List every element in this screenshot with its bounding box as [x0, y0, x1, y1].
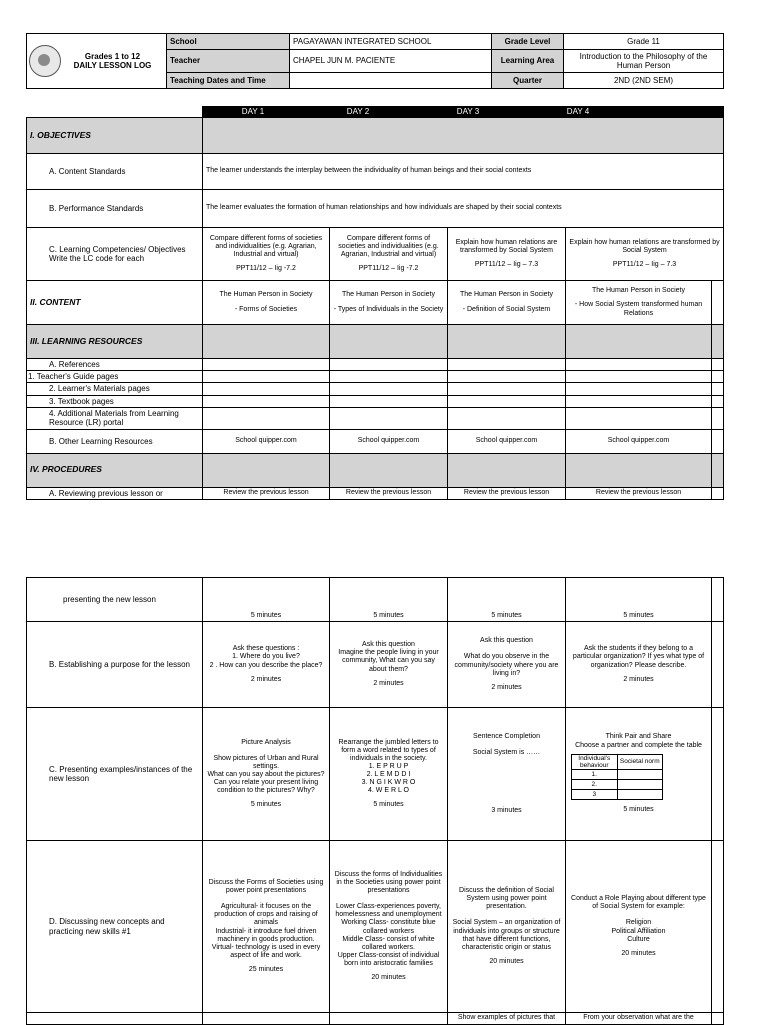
table-row: 1. — [572, 770, 618, 780]
procedure-e-day3: Show examples of pictures that — [448, 1013, 566, 1025]
blank — [203, 371, 330, 383]
procedure-a-minutes-day3: 5 minutes — [448, 578, 566, 622]
lc-code: PPT11/12 – Iig -7.2 — [236, 265, 296, 273]
school-value: PAGAYAWAN INTEGRATED SCHOOL — [290, 34, 492, 50]
content-standards-value: The learner understands the interplay between the individuality of human beings and their social contexts — [203, 154, 724, 190]
duration: 5 minutes — [623, 806, 654, 814]
blank — [330, 395, 448, 407]
header-table — [26, 33, 724, 89]
blank — [330, 407, 448, 429]
other-resources-day4: School quipper.com — [566, 429, 712, 453]
procedure-a-day2: Review the previous lesson — [330, 487, 448, 499]
teaching-dates-value — [290, 73, 492, 89]
procedure-a-day4: Review the previous lesson — [566, 487, 712, 499]
procedure-b-day4 — [566, 622, 712, 708]
resources-fill — [712, 325, 724, 359]
table-cell — [617, 790, 663, 800]
procedure-a-day1: Review the previous lesson — [203, 487, 330, 499]
blank — [566, 359, 712, 371]
duration: 2 minutes — [491, 683, 522, 691]
duration: 20 minutes — [621, 949, 656, 957]
resources-fill — [448, 325, 566, 359]
content-day1 — [203, 281, 330, 325]
blank — [712, 407, 724, 429]
header-title-line1: Grades 1 to 12 — [84, 51, 141, 61]
performance-standards-value: The learner evaluates the formation of human relationships and how individuals are shaped by their social contexts — [203, 190, 724, 228]
procedure-e-day1 — [203, 1013, 330, 1025]
learners-materials-label: 2. Learner's Materials pages — [27, 383, 203, 395]
table-row: 2. — [572, 780, 618, 790]
lesson-log-table-page2 — [26, 577, 724, 1025]
day-header-blank — [27, 107, 203, 118]
content-title: The Human Person in Society — [592, 287, 685, 295]
competency-day2 — [330, 228, 448, 281]
procedure-c-text: Rearrange the jumbled letters to form a word related to types of individuals in the society. 1. E P R U P 2. L E M D D I 3. N G I K W R O 4. W E R L O — [338, 738, 439, 795]
procedure-e-day4: From your observation what are the — [566, 1013, 712, 1025]
references-label: A. References — [27, 359, 203, 371]
procedure-c-day3 — [448, 708, 566, 841]
duration: 2 minutes — [250, 675, 282, 683]
procedure-e-label — [27, 1013, 203, 1025]
competency-text: Compare different forms of societies and individualities (e.g. Agrarian, Industrial and virtual) — [209, 234, 323, 258]
procedures-fill — [203, 453, 330, 487]
day-4-header: DAY 4 — [566, 107, 590, 117]
objectives-heading: I. OBJECTIVES — [27, 118, 203, 154]
quarter-label: Quarter — [492, 73, 564, 89]
content-title: The Human Person in Society — [342, 291, 435, 299]
lc-code: PPT11/12 – Iig – 7.3 — [612, 261, 677, 269]
blank — [712, 487, 724, 499]
blank — [566, 395, 712, 407]
objectives-heading-fill — [203, 118, 724, 154]
procedure-a-minutes-day2: 5 minutes — [330, 578, 448, 622]
blank — [566, 407, 712, 429]
grade-level-value: Grade 11 — [564, 34, 724, 50]
table-row: 3 — [572, 790, 618, 800]
content-sub: - Types of Individuals in the Society — [333, 305, 444, 313]
blank — [330, 371, 448, 383]
procedure-d-text: Discuss the definition of Social System using power point presentation. Social System – an organization of individuals into groups or structure that have different functions, characteristic origin or status — [452, 887, 561, 951]
procedure-d-text: Discuss the forms of Individualities in the Societies using power point presentations Lower Class-experiences poverty, homelessness and unemployment Working Class- constitute blue collared workers Middle Class- consist of white collared workers. Upper Class-consist of individual born into aristocratic families — [334, 871, 443, 967]
procedure-a-day3: Review the previous lesson — [448, 487, 566, 499]
school-label: School — [167, 34, 290, 50]
textbook-pages-label: 3. Textbook pages — [27, 395, 203, 407]
content-title: The Human Person in Society — [219, 291, 313, 299]
procedure-d-day3 — [448, 841, 566, 1013]
procedure-d-text: Conduct a Role Playing about different type of Social System for example: Religion Political Affiliation Culture — [571, 895, 706, 943]
duration: 2 minutes — [373, 679, 404, 687]
procedure-c-text: Sentence Completion Social System is …… — [472, 732, 541, 756]
procedure-c-day2 — [330, 708, 448, 841]
teacher-label: Teacher — [167, 50, 290, 73]
table-header: Individual's behaviour — [572, 754, 618, 770]
lc-code: PPT11/12 – Iig – 7.3 — [474, 261, 539, 269]
content-sub: - Forms of Societies — [234, 305, 298, 313]
competency-text: Explain how human relations are transformed by Social System — [569, 238, 720, 254]
procedure-c-text: Picture Analysis Show pictures of Urban and Rural settings. What can you say about the pictures? Can you relate your present living condition to the pictures? Why? — [207, 738, 325, 795]
procedure-a-label-cont: presenting the new lesson — [27, 578, 203, 622]
procedure-b-text: Ask these questions : 1. Where do you live? 2 . How can you describe the place? — [209, 645, 323, 669]
blank — [712, 622, 724, 708]
competency-text: Compare different forms of societies and individualities (e.g. Agrarian, Industrial and virtual) — [338, 234, 439, 258]
duration: 2 minutes — [623, 675, 654, 683]
day-1-header: DAY 1 — [241, 107, 265, 117]
procedure-e-day2 — [330, 1013, 448, 1025]
blank — [712, 1013, 724, 1025]
teachers-guide-label: 1. Teacher's Guide pages — [27, 371, 203, 383]
performance-standards-label: B. Performance Standards — [27, 190, 203, 228]
learning-resources-heading: III. LEARNING RESOURCES — [27, 325, 203, 359]
procedure-d-day4 — [566, 841, 712, 1013]
procedure-d-text: Discuss the Forms of Societies using power point presentations Agricultural- it focuses on the production of crops and raising of animals Industrial- it introduce fuel driven machinery in goods production. Virtual- technology is used in every aspect of life and work. — [208, 879, 324, 959]
content-heading: II. CONTENT — [27, 281, 203, 325]
blank — [330, 359, 448, 371]
content-standards-label: A. Content Standards — [27, 154, 203, 190]
resources-fill — [203, 325, 330, 359]
think-pair-share-table — [571, 754, 663, 801]
procedure-a-label: A. Reviewing previous lesson or — [27, 487, 203, 499]
blank — [712, 841, 724, 1013]
competency-day3 — [448, 228, 566, 281]
procedure-d-label: D. Discussing new concepts and practicing new skills #1 — [27, 841, 203, 1013]
lc-code: PPT11/12 – Iig -7.2 — [358, 265, 419, 273]
competency-day4 — [566, 228, 724, 281]
blank — [448, 407, 566, 429]
blank — [712, 359, 724, 371]
header-title-cell — [27, 34, 167, 89]
duration: 3 minutes — [491, 807, 522, 815]
other-resources-day3: School quipper.com — [448, 429, 566, 453]
content-extra — [712, 281, 724, 325]
teacher-value: CHAPEL JUN M. PACIENTE — [290, 50, 492, 73]
procedure-b-text: Ask this question What do you observe in the community/society where you are living in? — [454, 637, 559, 677]
blank — [448, 383, 566, 395]
other-resources-label: B. Other Learning Resources — [27, 429, 203, 453]
procedure-c-day1 — [203, 708, 330, 841]
blank — [203, 407, 330, 429]
duration: 5 minutes — [373, 801, 404, 809]
blank — [448, 371, 566, 383]
blank — [203, 395, 330, 407]
duration: 20 minutes — [371, 973, 406, 981]
blank — [448, 359, 566, 371]
table-cell — [617, 780, 663, 790]
competency-text: Explain how human relations are transformed by Social System — [455, 238, 558, 254]
duration: 5 minutes — [250, 801, 282, 809]
learning-competencies-label: C. Learning Competencies/ Objectives Write the LC code for each — [27, 228, 203, 281]
blank — [566, 371, 712, 383]
learning-area-label: Learning Area — [492, 50, 564, 73]
blank — [712, 578, 724, 622]
procedure-b-text: Ask the students if they belong to a particular organization? If yes what type of organization? Please describe. — [572, 645, 705, 669]
content-sub: - Definition of Social System — [462, 305, 551, 313]
header-title-line2: DAILY LESSON LOG — [73, 61, 152, 70]
blank — [566, 383, 712, 395]
procedure-b-text: Ask this question Imagine the people living in your community, What can you say about them? — [338, 641, 439, 673]
resources-fill — [330, 325, 448, 359]
resources-fill — [566, 325, 712, 359]
procedure-a-minutes-day1: 5 minutes — [203, 578, 330, 622]
lr-portal-label: 4. Additional Materials from Learning Resource (LR) portal — [27, 407, 203, 429]
lesson-log-table-page1 — [26, 106, 724, 500]
procedure-c-day4 — [566, 708, 712, 841]
procedure-c-label: C. Presenting examples/instances of the new lesson — [27, 708, 203, 841]
blank — [203, 383, 330, 395]
procedure-b-label: B. Establishing a purpose for the lesson — [27, 622, 203, 708]
procedures-heading: IV. PROCEDURES — [27, 453, 203, 487]
procedure-b-day3 — [448, 622, 566, 708]
quarter-value: 2ND (2ND SEM) — [564, 73, 724, 89]
procedures-fill — [330, 453, 448, 487]
blank — [712, 708, 724, 841]
grade-level-label: Grade Level — [492, 34, 564, 50]
table-header: Societal norm — [617, 754, 663, 770]
procedure-b-day2 — [330, 622, 448, 708]
procedures-fill — [448, 453, 566, 487]
learning-area-value: Introduction to the Philosophy of the Human Person — [564, 50, 724, 73]
procedure-d-day1 — [203, 841, 330, 1013]
procedure-b-day1 — [203, 622, 330, 708]
content-day3 — [448, 281, 566, 325]
blank — [203, 359, 330, 371]
deped-seal-logo — [29, 45, 61, 77]
other-resources-day1: School quipper.com — [203, 429, 330, 453]
procedures-fill — [712, 453, 724, 487]
procedure-a-minutes-day4: 5 minutes — [566, 578, 712, 622]
blank — [448, 395, 566, 407]
duration: 25 minutes — [248, 965, 284, 973]
blank — [712, 429, 724, 453]
other-resources-day2: School quipper.com — [330, 429, 448, 453]
day-2-header: DAY 2 — [346, 107, 370, 117]
procedure-c-text: Think Pair and Share Choose a partner and complete the table — [575, 733, 702, 749]
content-title: The Human Person in Society — [460, 291, 553, 299]
content-day2 — [330, 281, 448, 325]
blank — [330, 383, 448, 395]
day-header-bar — [203, 107, 724, 118]
competency-day1 — [203, 228, 330, 281]
blank — [712, 383, 724, 395]
day-3-header: DAY 3 — [456, 107, 480, 117]
teaching-dates-label: Teaching Dates and Time — [167, 73, 290, 89]
content-day4 — [566, 281, 712, 325]
blank — [712, 395, 724, 407]
duration: 20 minutes — [489, 957, 524, 965]
table-cell — [617, 770, 663, 780]
content-sub: - How Social System transformed human Relations — [574, 301, 703, 317]
procedures-fill — [566, 453, 712, 487]
blank — [712, 371, 724, 383]
procedure-d-day2 — [330, 841, 448, 1013]
